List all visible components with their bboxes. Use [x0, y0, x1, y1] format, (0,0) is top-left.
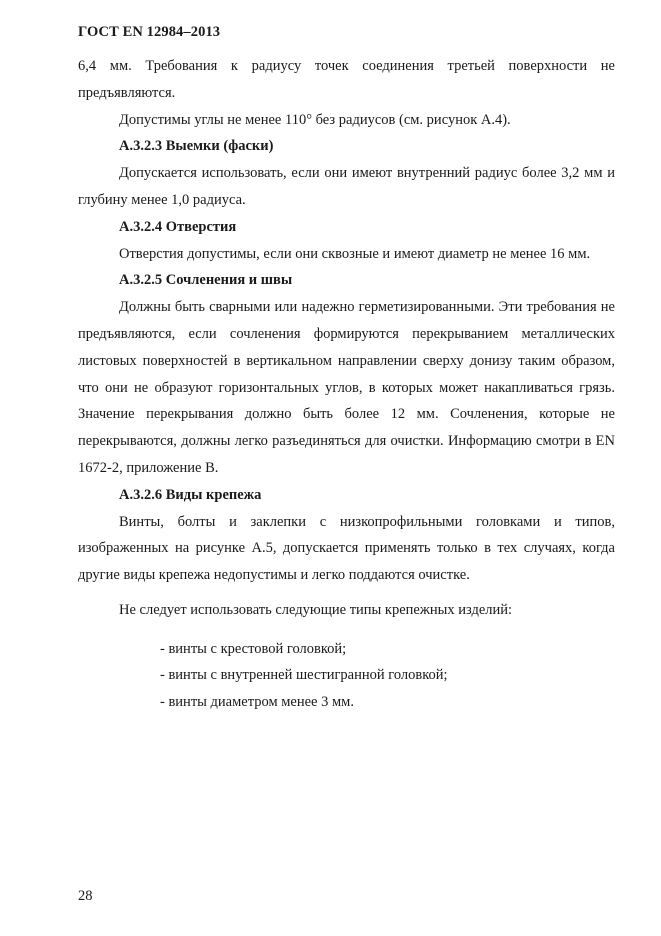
paragraph-forbidden-fasteners: Не следует использовать следующие типы крепежных изделий:	[119, 601, 513, 618]
list-item: - винты с крестовой головкой;	[160, 640, 347, 657]
standard-header-title: ГОСТ EN 12984–2013	[78, 24, 221, 40]
list-item: - винты диаметром менее 3 мм.	[160, 693, 354, 710]
paragraph-holes: Отверстия допустимы, если они сквозные и имеют диаметр не менее 16 мм.	[119, 245, 591, 262]
section-heading-a326: А.3.2.6 Виды крепежа	[119, 486, 262, 503]
paragraph-joints: Должны быть сварными или надежно герметизированными. Эти требования не предъявляются, если сочленения формируются перекрыванием металлических листовых поверхностей в вертикальном направлении сверху донизу таким образом, что они не образуют горизонтальных углов, в которых может накапливаться грязь. Значение перекрывания должно быть более 12 мм. Сочленения, которые не перекрываются, должны легко разъединяться для очистки. Информацию смотри в EN 1672-2, приложение В.	[78, 299, 615, 476]
document-body	[78, 53, 615, 715]
section-heading-a325: А.3.2.5 Сочленения и швы	[119, 272, 293, 289]
list-item: - винты с внутренней шестигранной головкой;	[160, 667, 448, 684]
paragraph-fasteners: Винты, болты и заклепки с низкопрофильными головками и типов, изображенных на рисунке А.5, допускается применять только в тех случаях, когда другие виды крепежа недопустимы и легко поддаются очистке.	[78, 513, 615, 584]
paragraph-angles: Допустимы углы не менее 110° без радиусов (см. рисунок А.4).	[119, 111, 511, 128]
forbidden-fasteners-list	[78, 636, 615, 716]
page-number: 28	[78, 888, 93, 904]
section-heading-a323: А.3.2.3 Выемки (фаски)	[119, 138, 274, 155]
paragraph-chamfers: Допускается использовать, если они имеют внутренний радиус более 3,2 мм и глубину менее 1,0 радиуса.	[78, 165, 615, 208]
paragraph-radius-requirements: 6,4 мм. Требования к радиусу точек соединения третьей поверхности не предъявляются.	[78, 58, 615, 101]
section-heading-a324: А.3.2.4 Отверстия	[119, 218, 237, 235]
